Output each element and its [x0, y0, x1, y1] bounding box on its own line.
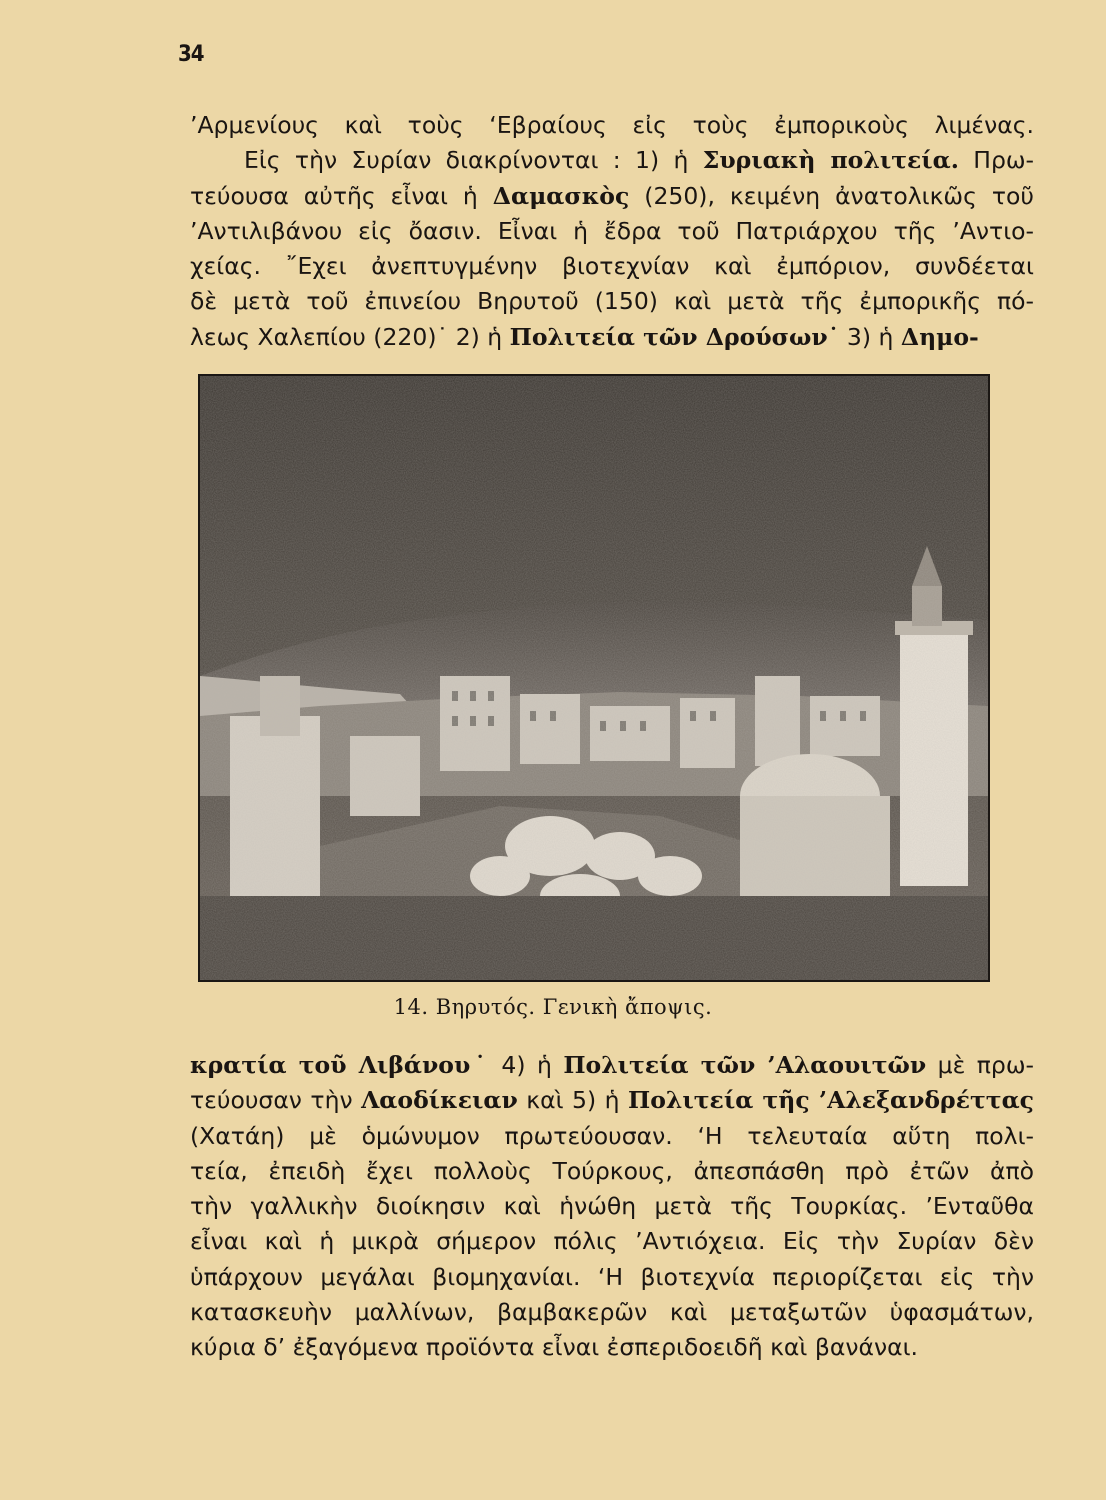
- bold-term: Δημο-: [900, 322, 979, 351]
- bold-term: Δαμασκὸς: [492, 181, 630, 210]
- text-run: λεως Χαλεπίου (220)˙ 2) ἡ: [190, 322, 510, 351]
- text-run: δὲ μετὰ τοῦ ἐπινείου Βηρυτοῦ (150) καὶ μετὰ τῆς ἐμπορικῆς πό-: [190, 287, 1034, 316]
- text-run: Εἰς τὴν Συρίαν διακρίνονται : 1) ἡ: [244, 146, 703, 175]
- text-line: [190, 108, 1034, 143]
- text-line: [190, 1083, 1034, 1118]
- text-line: [190, 1154, 1034, 1189]
- top-paragraph: [190, 108, 1034, 355]
- text-run: τεύουσαν τὴν: [190, 1086, 362, 1115]
- text-line: [190, 1295, 1034, 1330]
- text-run: ’Αρμενίους καὶ τοὺς ‘Εβραίους εἰς τοὺς ἐμπορικοὺς λιμένας.: [190, 111, 1034, 139]
- bold-term: Πολιτεία τῆς ’Αλεξανδρέττας: [628, 1086, 1034, 1115]
- bold-term: Συριακὴ πολιτεία.: [702, 146, 959, 175]
- text-line: [190, 179, 1034, 214]
- text-line: [190, 1048, 1034, 1083]
- text-line: [190, 249, 1034, 284]
- text-run: Πρω-: [958, 146, 1035, 175]
- text-run: ὑπάρχουν μεγάλαι βιομηχανίαι. ‘Η βιοτεχνία περιορίζεται εἰς τὴν: [190, 1262, 1034, 1291]
- text-run: κύρια δ’ ἐξαγόμενα προϊόντα εἶναι ἐσπεριδοειδῆ καὶ βανάναι.: [190, 1333, 918, 1362]
- text-line: [190, 1189, 1034, 1224]
- text-line: [190, 1119, 1034, 1154]
- text-run: μὲ πρω-: [926, 1051, 1034, 1079]
- beirut-cityscape-image: [200, 376, 988, 980]
- beirut-photo: [200, 376, 988, 980]
- text-run: 4) ἡ: [489, 1051, 564, 1079]
- figure-caption: 14. Βηρυτός. Γενικὴ ἄποψις.: [393, 995, 713, 1019]
- text-line: [190, 143, 1034, 178]
- bold-term: Πολιτεία τῶν Δρούσων˙: [509, 322, 840, 351]
- bold-term: κρατία τοῦ Λιβάνου˙: [190, 1051, 490, 1079]
- bottom-paragraph: [190, 1048, 1034, 1366]
- text-run: 3) ἡ: [839, 322, 901, 351]
- bold-term: Λαοδίκειαν: [361, 1086, 518, 1115]
- text-run: (Χατάη) μὲ ὁμώνυμον πρωτεύουσαν. ‘Η τελευταία αὕτη πολι-: [190, 1121, 1034, 1150]
- text-line: [190, 1224, 1034, 1259]
- text-run: κατασκευὴν μαλλίνων, βαμβακερῶν καὶ μεταξωτῶν ὑφασμάτων,: [190, 1298, 1034, 1327]
- text-line: [190, 320, 1034, 355]
- bold-term: Πολιτεία τῶν ’Αλαουιτῶν: [563, 1051, 927, 1079]
- text-line: [190, 1330, 1034, 1365]
- text-line: [190, 284, 1034, 319]
- text-run: (250), κειμένη ἀνατολικῶς τοῦ: [629, 181, 1034, 210]
- text-run: εἶναι καὶ ἡ μικρὰ σήμερον πόλις ’Αντιόχεια. Εἰς τὴν Συρίαν δὲν: [190, 1227, 1034, 1256]
- text-line: [190, 214, 1034, 249]
- text-line: [190, 1260, 1034, 1295]
- text-run: χείας. ῎Εχει ἀνεπτυγμένην βιοτεχνίαν καὶ ἐμπόριον, συνδέεται: [190, 252, 1034, 281]
- text-run: ’Αντιλιβάνου εἰς ὄασιν. Εἶναι ἡ ἔδρα τοῦ Πατριάρχου τῆς ’Αντιο-: [190, 216, 1034, 245]
- text-run: τὴν γαλλικὴν διοίκησιν καὶ ἡνώθη μετὰ τῆς Τουρκίας. ’Ενταῦθα: [190, 1192, 1034, 1221]
- text-run: τεύουσα αὐτῆς εἶναι ἡ: [190, 181, 493, 210]
- text-run: καὶ 5) ἡ: [517, 1086, 629, 1115]
- text-run: τεία, ἐπειδὴ ἔχει πολλοὺς Τούρκους, ἀπεσπάσθη πρὸ ἐτῶν ἀπὸ: [190, 1156, 1034, 1185]
- page-number: 34: [178, 42, 204, 67]
